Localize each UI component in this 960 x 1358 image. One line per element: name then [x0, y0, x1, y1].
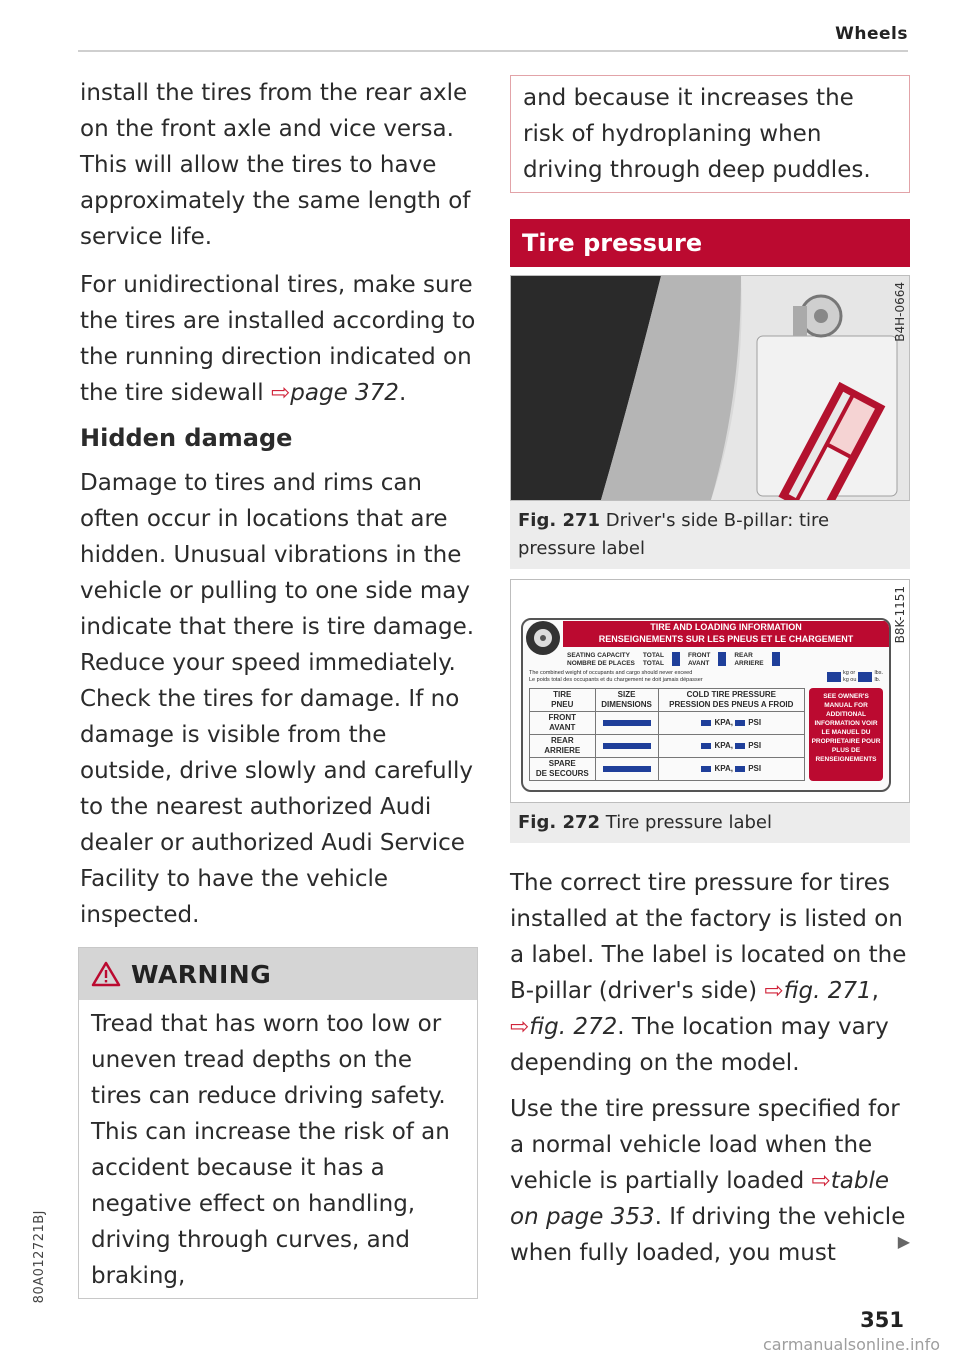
header-rule: [78, 50, 908, 52]
label-rear-fr: ARRIERE: [734, 660, 764, 667]
left-para-2-text: For unidirectional tires, make sure the tires are installed according to the running direction indicated on the tire sidewall: [80, 272, 476, 406]
warning-title: WARNING: [131, 959, 272, 989]
left-column: [80, 75, 480, 1299]
right-column: [510, 75, 910, 1281]
figure-271-id: B4H-0664: [893, 282, 907, 342]
label-weight-fr: Le poids total des occupants et du chargement ne doit jamais dépasser: [529, 677, 703, 683]
arrow-icon: ⇨: [271, 380, 291, 406]
warning-triangle-icon: [91, 961, 121, 987]
figure-271-text: Driver's side B-pillar: tire pressure label: [518, 510, 830, 559]
row-rear: REAR: [550, 736, 574, 745]
col-size: SIZE: [617, 690, 636, 699]
section-header: Wheels: [835, 24, 908, 44]
right-para-1: The correct tire pressure for tires installed at the factory is listed on a label. The label is located on the B-pillar (driver's side) ⇨fig. 271, ⇨fig. 272. The location may vary depending on the model.: [510, 870, 907, 1076]
label-lbs: lbs.: [874, 670, 883, 676]
figure-271-label: Fig. 271: [518, 510, 601, 531]
table-link-353[interactable]: table on page 353: [510, 1168, 890, 1230]
continue-arrow-icon: ▶: [897, 1232, 910, 1251]
arrow-icon: ⇨: [811, 1168, 831, 1194]
figure-272-label: Fig. 272: [518, 812, 601, 833]
page-link-372[interactable]: page 372: [290, 380, 399, 406]
tire-icon: [523, 618, 563, 658]
row-secours: DE SECOURS: [535, 769, 589, 778]
figure-271: [510, 275, 910, 501]
label-seating-fr: NOMBRE DE PLACES: [567, 660, 635, 667]
label-seating-en: SEATING CAPACITY: [567, 652, 630, 659]
kpa-spare: KPA,: [714, 764, 733, 773]
col-pression: PRESSION DES PNEUS A FROID: [669, 700, 794, 709]
label-kg-or: kg or: [842, 670, 856, 676]
row-front: FRONT: [548, 713, 577, 722]
psi-spare: PSI: [748, 764, 762, 773]
label-lb: lb.: [874, 677, 881, 683]
b-pillar-photo: [511, 276, 909, 500]
label-front-fr: AVANT: [687, 660, 710, 667]
left-para-2: For unidirectional tires, make sure the tires are installed according to the running direction indicated on the tire sidewall ⇨page 372.: [80, 272, 476, 406]
kpa-front: KPA,: [714, 718, 733, 727]
row-spare: SPARE: [548, 759, 576, 768]
right-para-1-b: . The location may vary depending on the model.: [510, 1014, 889, 1076]
right-para-2-b: . If driving the vehicle when fully loaded, you must: [510, 1204, 906, 1266]
figure-272: [510, 579, 910, 803]
warning-text: Tread that has worn too low or uneven tread depths on the tires can reduce driving safety. This can increase the risk of an accident because it has a negative effect on handling, driving through curves, and braking,: [91, 1011, 450, 1289]
warning-header: [79, 948, 477, 1000]
col-tire: TIRE: [553, 690, 572, 699]
right-para-2-a: Use the tire pressure specified for a normal vehicle load when the vehicle is partially loaded: [510, 1096, 900, 1194]
label-title-fr: RENSEIGNEMENTS SUR LES PNEUS ET LE CHARGEMENT: [598, 634, 854, 644]
tire-pressure-heading: Tire pressure: [510, 219, 910, 267]
figure-272-id: B8K-1151: [893, 586, 907, 644]
row-avant: AVANT: [549, 723, 576, 732]
watermark: carmanualsonline.info: [762, 1335, 940, 1354]
hidden-damage-heading: Hidden damage: [80, 424, 293, 452]
label-title-en: TIRE AND LOADING INFORMATION: [650, 622, 802, 632]
tire-label: [521, 618, 891, 792]
label-kg-ou: kg ou: [842, 677, 857, 683]
left-para-1: install the tires from the rear axle on the front axle and vice versa. This will allow the tires to have approximately the same length of service life.: [80, 80, 471, 250]
document-code: 80A012721BJ: [32, 1210, 47, 1304]
col-pressure: COLD TIRE PRESSURE: [686, 690, 776, 699]
label-rear-en: REAR: [734, 652, 753, 659]
page-number: 351: [860, 1308, 904, 1332]
label-total-fr: TOTAL: [642, 660, 664, 667]
fig-link-271[interactable]: fig. 271: [783, 978, 872, 1004]
figure-271-caption: [510, 501, 910, 569]
right-para-1-a: The correct tire pressure for tires installed at the factory is listed on a label. The label is located on the B-pillar (driver's side): [510, 870, 907, 1004]
continued-warning: and because it increases the risk of hydroplaning when driving through deep puddles.: [510, 75, 910, 193]
fig-link-272[interactable]: fig. 272: [529, 1014, 618, 1040]
label-front-en: FRONT: [687, 652, 711, 659]
left-para-3: Damage to tires and rims can often occur in locations that are hidden. Unusual vibrations in the vehicle or pulling to one side may indicate that there is tire damage. Reduce your speed immediately. Check the tires for damage. If no damage is visible from the outside, drive slowly and carefully to the nearest authorized Audi dealer or authorized Audi Service Facility to have the vehicle inspected.: [80, 470, 475, 928]
warning-box: [78, 947, 478, 1299]
col-pneu: PNEU: [551, 700, 574, 709]
arrow-icon: ⇨: [510, 1014, 530, 1040]
label-side-note: SEE OWNER'S MANUAL FOR ADDITIONAL INFORMATION VOIR LE MANUEL DU PROPRIETAIRE POUR PLUS DE RENSEIGNEMENTS: [809, 688, 883, 781]
psi-rear: PSI: [748, 741, 762, 750]
arrow-icon: ⇨: [764, 978, 784, 1004]
psi-front: PSI: [748, 718, 762, 727]
figure-272-text: Tire pressure label: [605, 812, 773, 833]
row-arriere: ARRIERE: [544, 746, 581, 755]
right-para-2: [510, 1091, 910, 1271]
kpa-rear: KPA,: [714, 741, 733, 750]
label-weight-en: The combined weight of occupants and cargo should never exceed: [529, 670, 693, 676]
label-total-en: TOTAL: [642, 652, 664, 659]
col-dimensions: DIMENSIONS: [601, 700, 652, 709]
tire-pressure-table: [529, 688, 805, 781]
figure-272-caption: [510, 803, 910, 843]
